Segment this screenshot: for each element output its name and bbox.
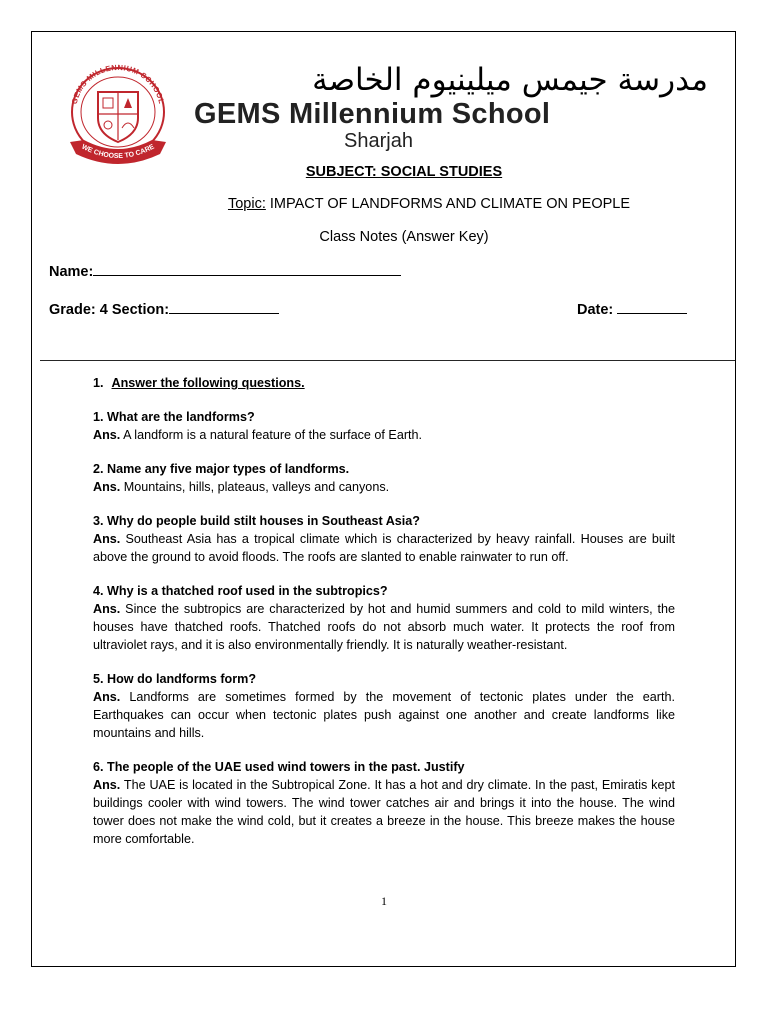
subject-heading: SUBJECT: SOCIAL STUDIES (305, 164, 503, 180)
answer-text (93, 776, 675, 848)
page-number: 1 (381, 894, 387, 908)
answer-body: A landform is a natural feature of the surface of Earth. (120, 428, 423, 442)
school-name-arabic: مدرسة جيمس ميلينيوم الخاصة (312, 62, 708, 98)
school-crest-logo (64, 62, 172, 172)
name-label: Name: (49, 264, 94, 280)
answer-body: Landforms are sometimes formed by the movement of tectonic plates under the earth. Earthquakes can occur when tectonic plates push against one another and create landforms like mountains and hills. (93, 690, 675, 740)
date-blank[interactable] (617, 299, 687, 314)
question-text: 2. Name any five major types of landforms. (93, 462, 350, 476)
school-city: Sharjah (344, 130, 413, 152)
answer-text (93, 688, 675, 742)
answer-label: Ans. (93, 690, 121, 704)
date-label: Date: (577, 302, 614, 318)
topic-heading (40, 194, 768, 214)
question-text: 5. How do landforms form? (93, 672, 257, 686)
name-blank[interactable] (93, 261, 401, 276)
question-item (93, 408, 675, 444)
grade-section-field (49, 299, 279, 320)
question-item (93, 582, 675, 654)
instruction (93, 374, 675, 392)
answer-text (93, 530, 675, 566)
question-item (93, 670, 675, 742)
answer-body: Southeast Asia has a tropical climate which is characterized by heavy rainfall. Houses are built above the ground to avoid floods. The roofs are slanted to enable rainwater to run off. (93, 532, 675, 564)
grade-section-label: Grade: 4 Section: (49, 302, 170, 318)
name-field (49, 261, 401, 282)
logo-top-text: GEMS MILLENNIUM SCHOOL (69, 62, 167, 105)
topic-label: Topic: (227, 196, 266, 212)
school-name: GEMS Millennium School (194, 98, 551, 130)
notes-heading: Class Notes (Answer Key) (319, 229, 489, 245)
answer-label: Ans. (93, 602, 121, 616)
header-divider (40, 360, 736, 361)
question-text: 6. The people of the UAE used wind towers in the past. Justify (93, 760, 465, 774)
answer-body: Mountains, hills, plateaus, valleys and canyons. (120, 480, 390, 494)
answer-text (93, 426, 675, 444)
question-item (93, 460, 675, 496)
answer-text (93, 478, 675, 496)
answer-body: Since the subtropics are characterized by hot and humid summers and cold to mild winters, the houses have thatched roofs. Thatched roofs do not absorb much water. It protects the roof from ultraviolet rays, and it is also environmentally friendly. It is naturally weather-resistant. (93, 602, 675, 652)
question-text: 3. Why do people build stilt houses in Southeast Asia? (93, 514, 421, 528)
logo-bottom-text: WE CHOOSE TO CARE (80, 143, 156, 161)
instruction-number: 1. (93, 376, 104, 390)
answer-text (93, 600, 675, 654)
question-item (93, 512, 675, 566)
instruction-text: Answer the following questions. (111, 376, 305, 390)
topic-value: IMPACT OF LANDFORMS AND CLIMATE ON PEOPLE (265, 196, 631, 212)
question-text: 1. What are the landforms? (93, 410, 255, 424)
answer-label: Ans. (93, 778, 121, 792)
section-blank[interactable] (169, 299, 279, 314)
answer-body: The UAE is located in the Subtropical Zone. It has a hot and dry climate. In the past, Emiratis kept buildings cooler with wind towers. The wind tower catches air and brings it into the house. The wind tower does not make the wind cold, but it creates a breeze in the house. This breeze makes the house more comfortable. (93, 778, 675, 846)
answer-label: Ans. (93, 428, 121, 442)
answer-label: Ans. (93, 532, 121, 546)
question-text: 4. Why is a thatched roof used in the subtropics? (93, 584, 388, 598)
answer-label: Ans. (93, 480, 121, 494)
question-item (93, 758, 675, 848)
questions-section (93, 374, 675, 864)
date-field (577, 299, 687, 320)
